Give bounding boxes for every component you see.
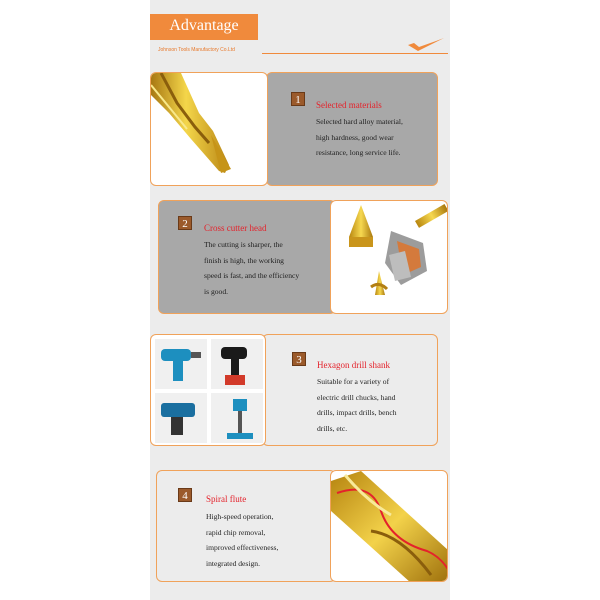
spiral-flute-image — [331, 471, 448, 582]
checkmark-icon — [406, 36, 446, 54]
feature-3-number: 3 — [292, 352, 306, 366]
cross-cutter-head-image — [331, 201, 448, 314]
feature-1-heading: Selected materials — [316, 100, 382, 110]
feature-1-description: Selected hard alloy material, high hardness, good wear resistance, long service life. — [316, 117, 403, 157]
feature-3-heading: Hexagon drill shank — [317, 360, 390, 370]
feature-2-heading: Cross cutter head — [204, 223, 267, 233]
feature-4-number: 4 — [178, 488, 192, 502]
feature-4-heading: Spiral flute — [206, 494, 247, 504]
power-drills-image — [151, 335, 266, 446]
feature-3-image-frame — [150, 334, 266, 446]
drill-tip-image — [151, 73, 268, 186]
feature-4-description: High-speed operation, rapid chip removal, improved effectiveness, integrated design. — [206, 512, 279, 568]
page-title: Advantage — [169, 17, 239, 34]
feature-1-image-frame — [150, 72, 268, 186]
feature-1-number: 1 — [291, 92, 305, 106]
feature-3-description: Suitable for a variety of electric drill chucks, hand drills, impact drills, bench drills, etc. — [317, 377, 397, 433]
feature-4-image-frame — [330, 470, 448, 582]
company-name: Johnson Tools Manufactory Co.Ltd — [158, 47, 235, 53]
feature-2-image-frame — [330, 200, 448, 314]
feature-2-number: 2 — [178, 216, 192, 230]
feature-2-description: The cutting is sharper, the finish is high, the working speed is fast, and the efficiency is good. — [204, 240, 300, 296]
